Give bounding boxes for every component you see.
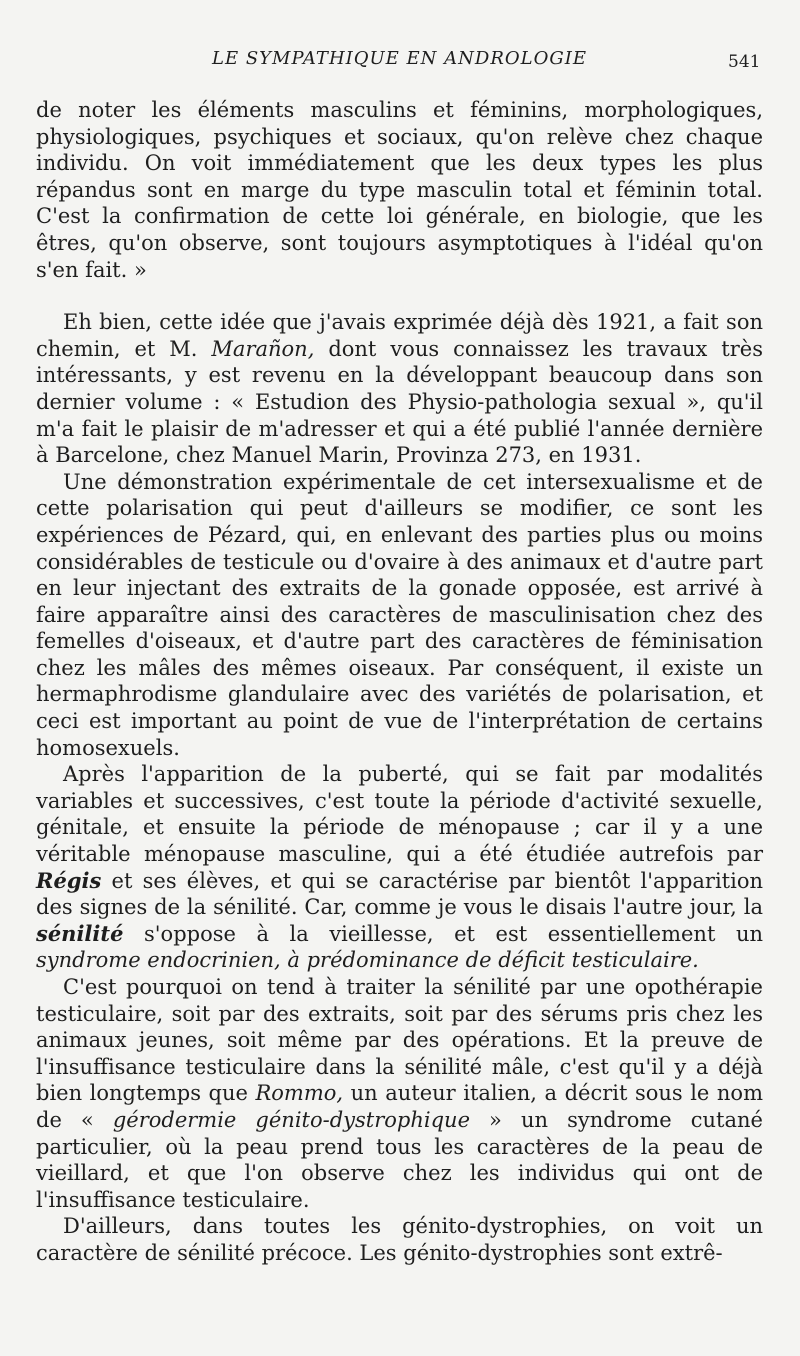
paragraph-maranon [36,309,763,469]
term-italic: sénilité [36,920,124,946]
author-name-italic: Rommo, [255,1081,344,1106]
paragraph-genito-dystrophies [36,1213,763,1266]
page-number: 541 [728,52,761,72]
author-name-italic: Marañon, [211,336,315,361]
paragraph-text: et ses élèves, et qui se caractérise par bientôt l'apparition des signes de la sénilité. Car, comme je vous le disais l'autre jour, la [36,868,763,920]
paragraph-text: D'ailleurs, dans toutes les génito-dystrophies, on voit un caractère de sénilité précoce. Les génito-dystrophies sont extrê- [36,1214,763,1265]
page-header [0,48,800,74]
paragraph-opotherapie [36,974,763,1213]
paragraph-text: dont vous connaissez les travaux très intéressants, y est revenu en la développant beaucoup dans son dernier volume : « Estudion des Physio-pathologia sexual », qu'il m'a fait le plaisir de m'adresser et qui a été publié l'année dernière à Barcelone, chez Manuel Marin, Provinza 273, en 1931. [36,336,763,468]
term-italic: gérodermie génito-dystrophique [112,1107,470,1132]
paragraph-text: C'est pourquoi on tend à traiter la sénilité par une opothérapie testiculaire, soit par des extraits, soit par des sérums pris chez les animaux jeunes, soit même par des opérations. Et la preuve de l'insuffisance testiculaire dans la sénilité mâle, c'est qu'il y a déjà bien longtemps que [36,975,763,1106]
paragraph-text: de noter les éléments masculins et féminins, morphologiques, physiologiques, psychiques et sociaux, qu'on relève chez chaque individu. On voit immédiatement que les deux types les plus répandus sont en marge du type masculin total et féminin total. C'est la confirmation de cette loi générale, en biologie, que les êtres, qu'on observe, sont toujours asymptotiques à l'idéal qu'on s'en fait. » [36,98,763,282]
paragraph-text: » un syndrome cutané particulier, où la peau prend tous les caractères de la peau de vieillard, et que l'on observe chez les individus qui ont de l'insuffisance testiculaire. [36,1107,763,1212]
paragraph-text: Après l'apparition de la puberté, qui se fait par modalités variables et successives, c'est toute la période d'activité sexuelle, génitale, et ensuite la période de ménopause ; car il y a une véritable ménopause masculine, qui a été étudiée autrefois par [36,762,763,867]
paragraph-text: Une démonstration expérimentale de cet intersexualisme et de cette polarisation qui peut d'ailleurs se modifier, ce sont les expériences de Pézard, qui, en enlevant des parties plus ou moins considérables de testicule ou d'ovaire à des animaux et d'autre part en leur injectant des extraits de la gonade opposée, est arrivé à faire apparaître ainsi des caractères de masculinisation chez des femelles d'oiseaux, et d'autre part des caractères de féminisation chez les mâles des mêmes oiseaux. Par conséquent, il existe un hermaphrodisme glandulaire avec des variétés de polarisation, et ceci est important au point de vue de l'interprétation de certains homosexuels. [36,469,763,760]
running-title: LE SYMPATHIQUE EN ANDROLOGIE [212,48,587,69]
paragraph-text: s'oppose à la vieillesse, et est essentiellement un [123,921,763,946]
paragraph-text: un auteur italien, a décrit sous le nom de « [36,1081,763,1132]
page-body [36,97,763,1267]
paragraph-quote-continuation [36,97,763,283]
paragraph-pezard [36,469,763,762]
paragraph-puberte [36,761,763,974]
term-italic: syndrome endocrinien, à prédominance de déficit testiculaire. [36,948,699,973]
author-name-italic: Régis [36,867,102,893]
paragraph-text: Eh bien, cette idée que j'avais exprimée déjà dès 1921, a fait son chemin, et M. [36,310,763,361]
